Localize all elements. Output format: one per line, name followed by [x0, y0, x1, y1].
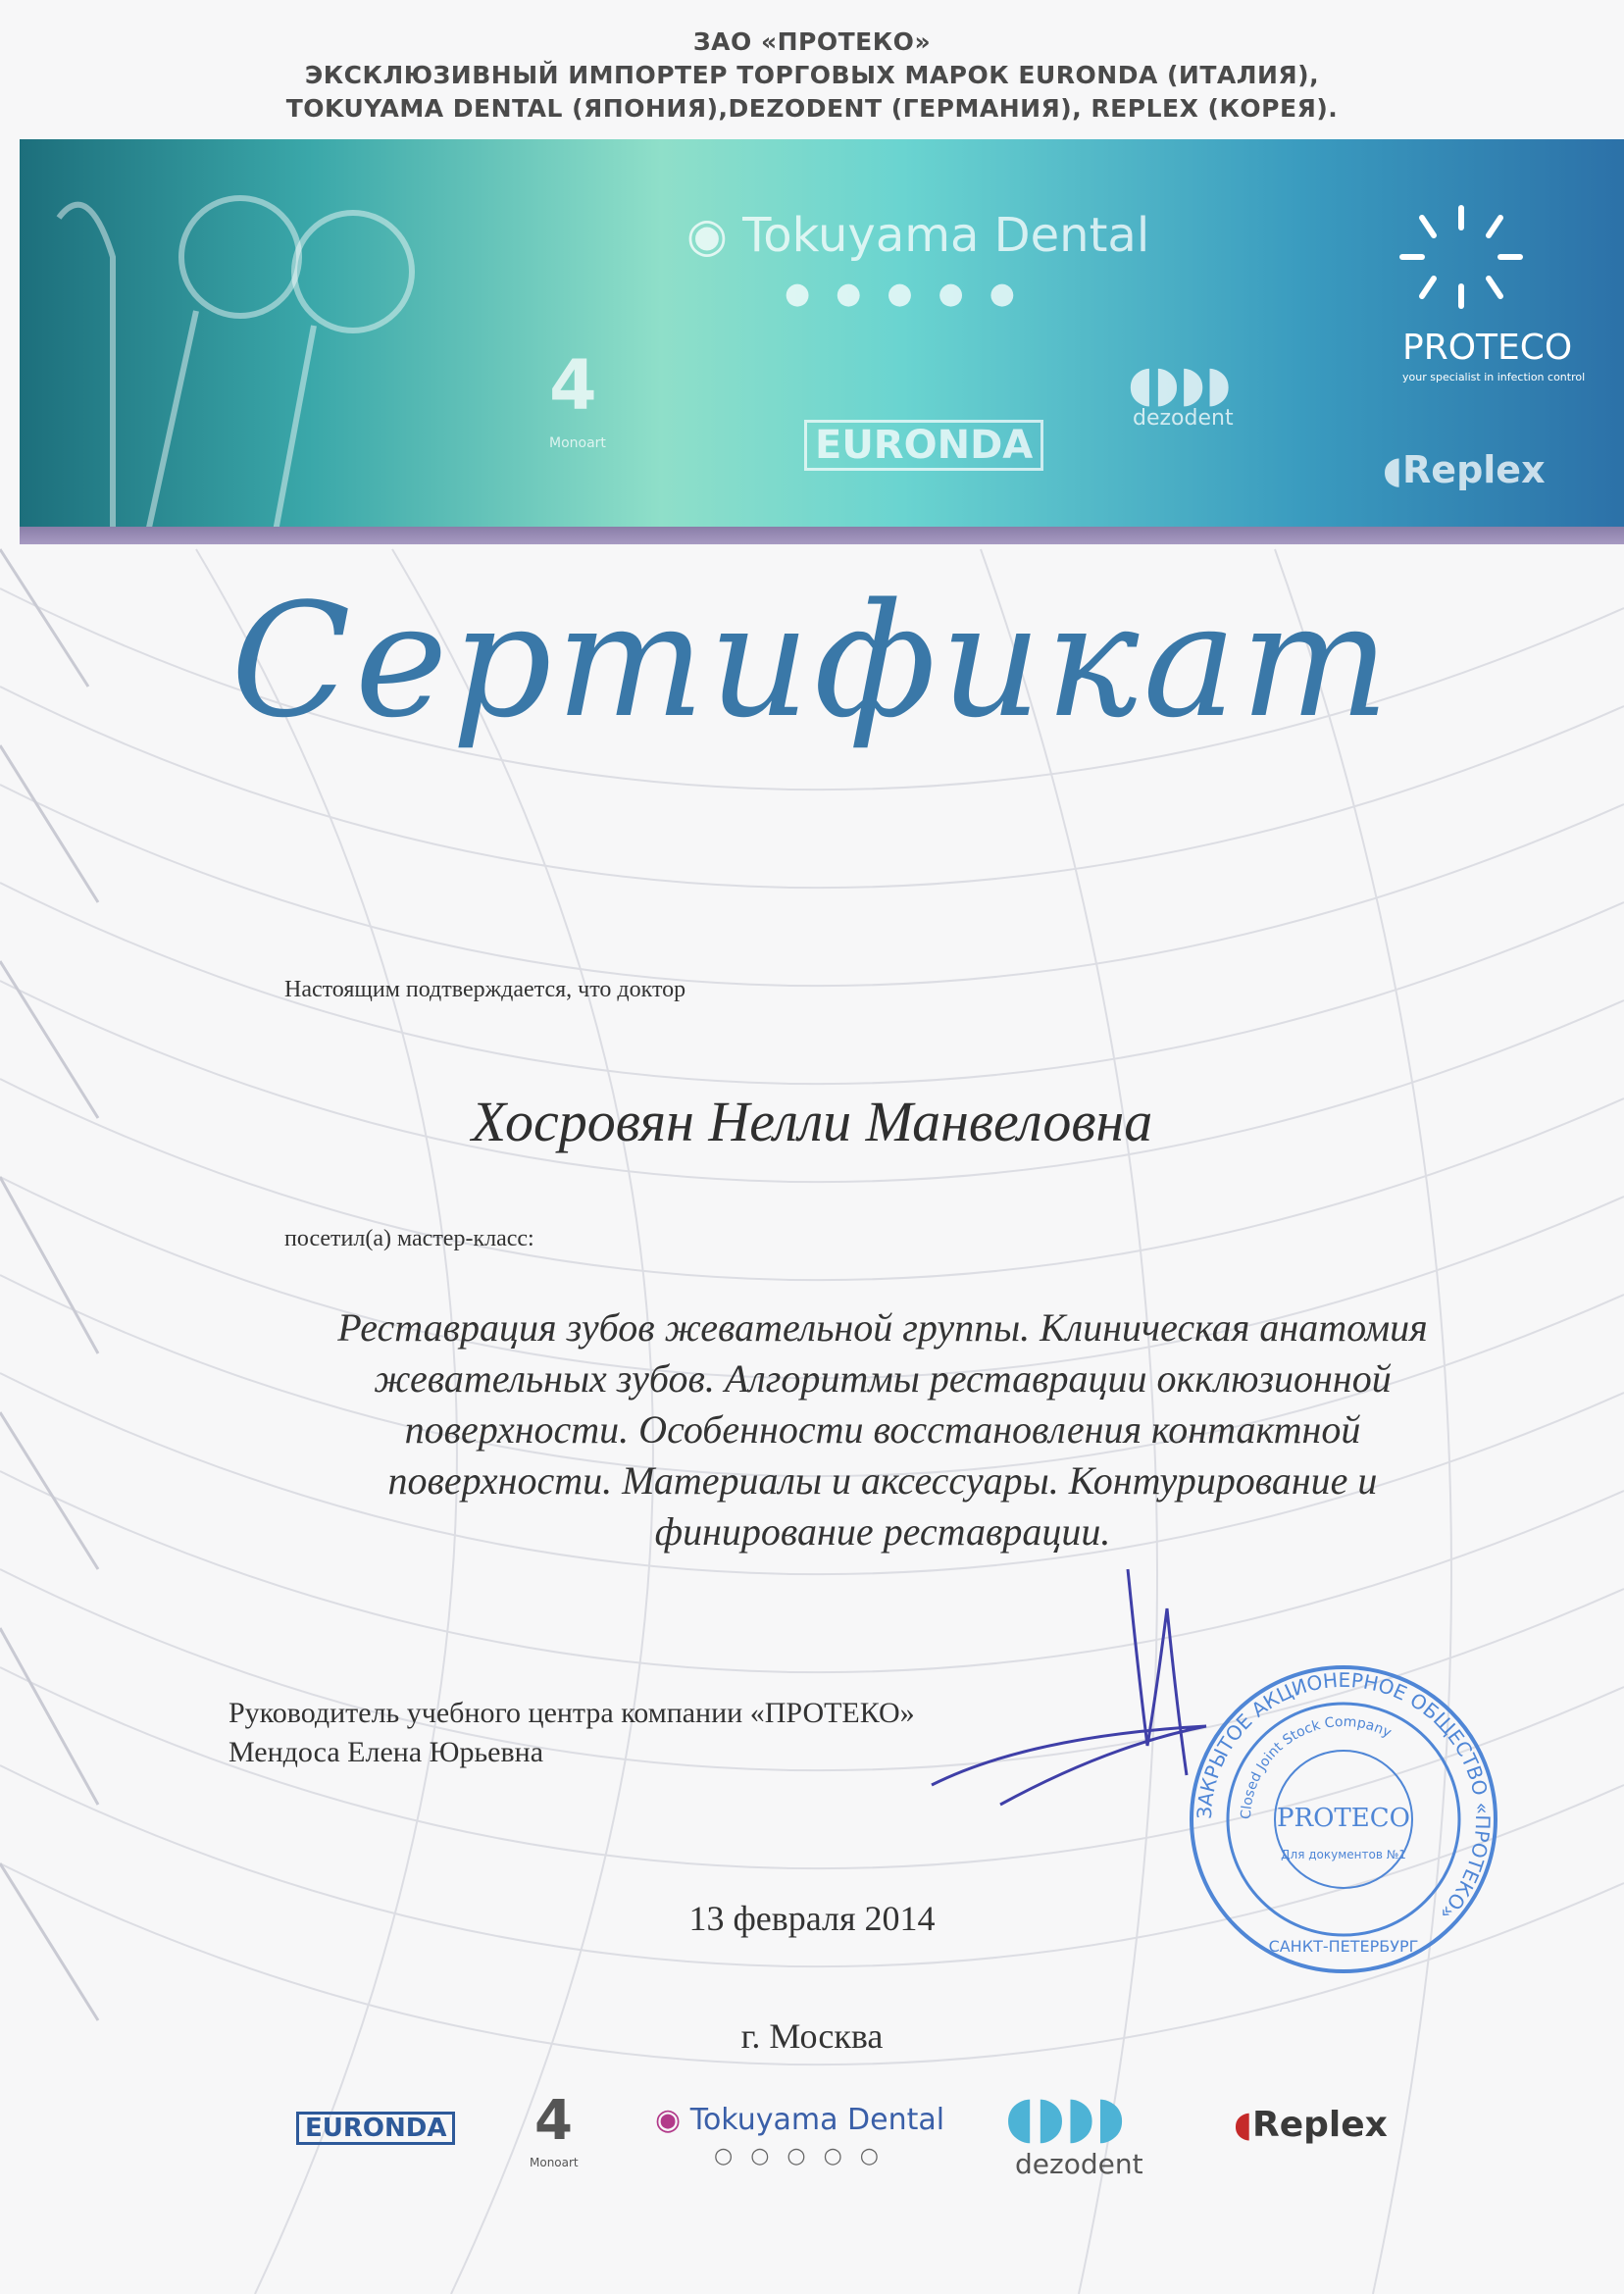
course-line: поверхности. Особенности восстановления контактной [404, 1407, 1361, 1452]
course-description [265, 1302, 1500, 1557]
stamp-center-text: PROTECO [1277, 1804, 1410, 1833]
banner-euronda-logo: EURONDA [804, 420, 1043, 471]
attended-text: посетил(а) мастер-класс: [284, 1226, 534, 1251]
certificate-date: 13 февраля 2014 [688, 1899, 936, 1938]
footer-tokuyama-logo [655, 2103, 944, 2137]
banner-monoart-icon: 4 [549, 345, 597, 426]
banner-dezodent-icon: ◖◗◗◗ [1128, 355, 1232, 412]
dental-instruments-illustration [20, 139, 471, 536]
brand-banner [20, 139, 1624, 536]
certificate-title: Сертификат [230, 569, 1394, 752]
banner-monoart-text: Monoart [549, 435, 606, 451]
confirm-text: Настоящим подтверждается, что доктор [284, 977, 686, 1002]
stamp-city-text: САНКТ-ПЕТЕРБУРГ [1268, 1937, 1419, 1956]
footer-replex-text: Replex [1251, 2105, 1388, 2145]
stamp-docs-text: Для документов №1 [1281, 1848, 1406, 1861]
header-importer: ЭКСКЛЮЗИВНЫЙ ИМПОРТЕР ТОРГОВЫХ МАРОК EURONDA (ИТАЛИЯ), [304, 61, 1320, 89]
signer-name: Мендоса Елена Юрьевна [228, 1736, 544, 1768]
certificate-city: г. Москва [740, 2016, 884, 2056]
replex-icon: ◖ [1234, 2105, 1252, 2145]
footer-dots: ○○○○○ [714, 2144, 896, 2168]
banner-dezodent-text: dezodent [1133, 406, 1234, 431]
course-line: финирование реставрации. [654, 1509, 1111, 1554]
header-brands: TOKUYAMA DENTAL (ЯПОНИЯ),DEZODENT (ГЕРМАНИЯ), REPLEX (КОРЕЯ). [285, 94, 1339, 123]
stamp-inner-text: Closed Joint Stock Company [1238, 1713, 1395, 1820]
tokuyama-icon: ◉ [655, 2103, 690, 2137]
replex-icon: ◖ [1383, 448, 1403, 491]
footer-dezodent-text: dezodent [1015, 2148, 1143, 2180]
course-line: жевательных зубов. Алгоритмы реставрации окклюзионной [374, 1356, 1392, 1401]
footer-monoart-text: Monoart [530, 2156, 579, 2169]
tokuyama-icon: ◉ [686, 208, 743, 263]
banner-replex-text: Replex [1402, 448, 1546, 491]
banner-tokuyama-text: Tokuyama Dental [742, 208, 1150, 263]
stamp-outer-text: ЗАКРЫТОЕ АКЦИОНЕРНОЕ ОБЩЕСТВО «ПРОТЕКО» [1192, 1667, 1496, 1925]
footer-euronda-logo: EURONDA [296, 2112, 455, 2145]
footer-tokuyama-text: Tokuyama Dental [689, 2103, 945, 2137]
banner-dots: ●●●●● [785, 277, 1040, 311]
signer-title: Руководитель учебного центра компании «ПРОТЕКО» [228, 1697, 915, 1729]
header-company: ЗАО «ПРОТЕКО» [692, 27, 932, 56]
footer-replex-logo [1234, 2105, 1388, 2145]
banner-replex-logo [1383, 448, 1546, 491]
course-line: поверхности. Материалы и аксессуары. Контурирование и [387, 1458, 1378, 1503]
banner-proteco-tagline: your specialist in infection control [1402, 371, 1586, 383]
footer-monoart-icon: 4 [534, 2089, 573, 2153]
proteco-sunburst-icon [1393, 198, 1530, 316]
doctor-name: Хосровян Нелли Манвеловна [471, 1090, 1153, 1153]
banner-proteco-text: PROTECO [1402, 328, 1573, 368]
footer-dezodent-icon: ◖◗◗◗ [1005, 2083, 1126, 2150]
banner-tokuyama-logo [686, 208, 1149, 263]
banner-bottom-stripe [20, 527, 1624, 544]
course-line: Реставрация зубов жевательной группы. Клиническая анатомия [337, 1305, 1428, 1350]
